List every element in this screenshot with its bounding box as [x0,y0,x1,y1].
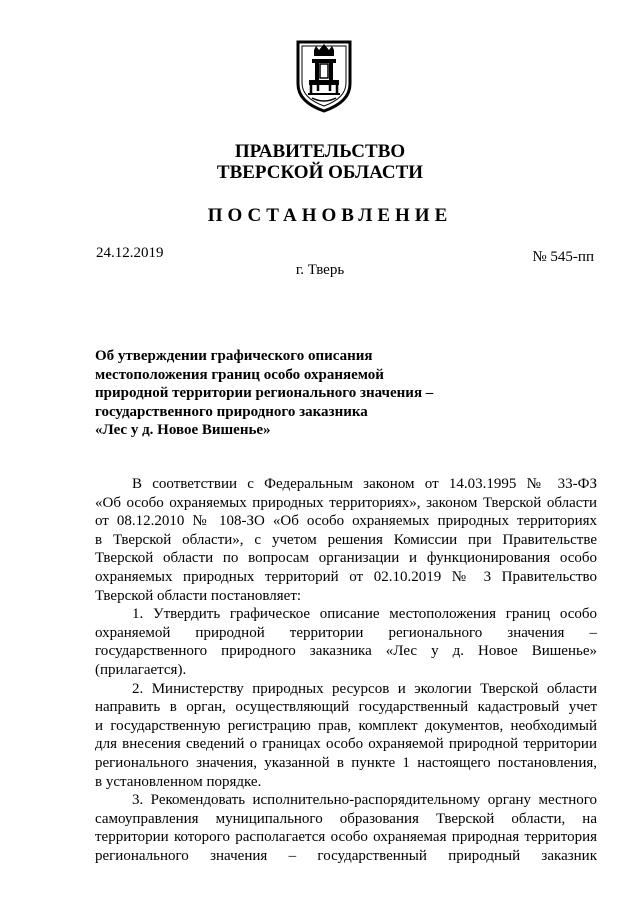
text-line: в установленном порядке. [95,773,262,790]
text-line: охраняемой природной территории регионального значения – [95,624,597,641]
paragraph-item-1 [95,605,597,679]
text-line: охраняемых природных территорий от 02.10.2019 № 3 Правительство [95,568,597,585]
text-line: 3. Рекомендовать исполнительно-распорядительному органу местного [132,792,597,809]
text-line: от 08.12.2010 № 108-ЗО «Об особо охраняемых природных территориях [95,513,597,530]
text-line: (прилагается). [95,661,187,678]
document-number: № 545-пп [532,249,594,265]
subject-line: местоположения границ особо охраняемой [95,366,384,383]
text-line: В соответствии с Федеральным законом от 14.03.1995 № 33-ФЗ [132,476,597,492]
text-line: в Тверской области», с учетом решения Комиссии при Правительстве [95,531,597,548]
text-line: 1. Утвердить графическое описание местоположения границ особо [132,606,597,623]
text-line: государственного природного заказника «Лес у д. Новое Вишенье» [95,643,597,660]
organization-name-line1: ПРАВИТЕЛЬСТВО [234,141,406,162]
text-line: регионального значения, указанной в пункте 1 настоящего постановления, [95,754,597,771]
subject-line: природной территории регионального значения – [95,385,434,401]
document-city: г. Тверь [295,262,345,278]
document-body [95,475,597,865]
organization-name-line2: ТВЕРСКОЙ ОБЛАСТИ [216,162,424,183]
document-type-title: ПОСТАНОВЛЕНИЕ [207,205,453,226]
text-line: территории которого располагается особо охраняемая природная территория [95,829,597,846]
paragraph-item-2 [95,680,597,792]
text-line: «Об особо охраняемых природных территориях», законом Тверской области [95,494,597,511]
text-line: 2. Министерству природных ресурсов и экологии Тверской области [132,680,597,697]
subject-line: Об утверждении графического описания [95,348,373,364]
text-line: направить в орган, осуществляющий государственный кадастровый учет [95,699,597,716]
text-line: самоуправления муниципального образования Тверской области, на [95,810,597,827]
text-line: и государственную регистрацию прав, комплект документов, необходимый [95,717,597,734]
paragraph-preamble [95,475,597,605]
subject-line: «Лес у д. Новое Вишенье» [95,422,271,438]
text-line: Тверской области постановляет: [95,587,302,604]
text-line: для внесения сведений о границах особо охраняемой природной территории [95,736,597,753]
document-date: 24.12.2019 [96,245,164,261]
paragraph-item-3 [95,791,597,865]
tver-coat-of-arms-icon [294,38,354,114]
document-subject [95,347,455,440]
text-line: Тверской области по вопросам организации и функционирования особо [95,550,597,567]
subject-line: государственного природного заказника [95,403,368,420]
text-line: регионального значения – государственный природный заказник [95,847,597,864]
